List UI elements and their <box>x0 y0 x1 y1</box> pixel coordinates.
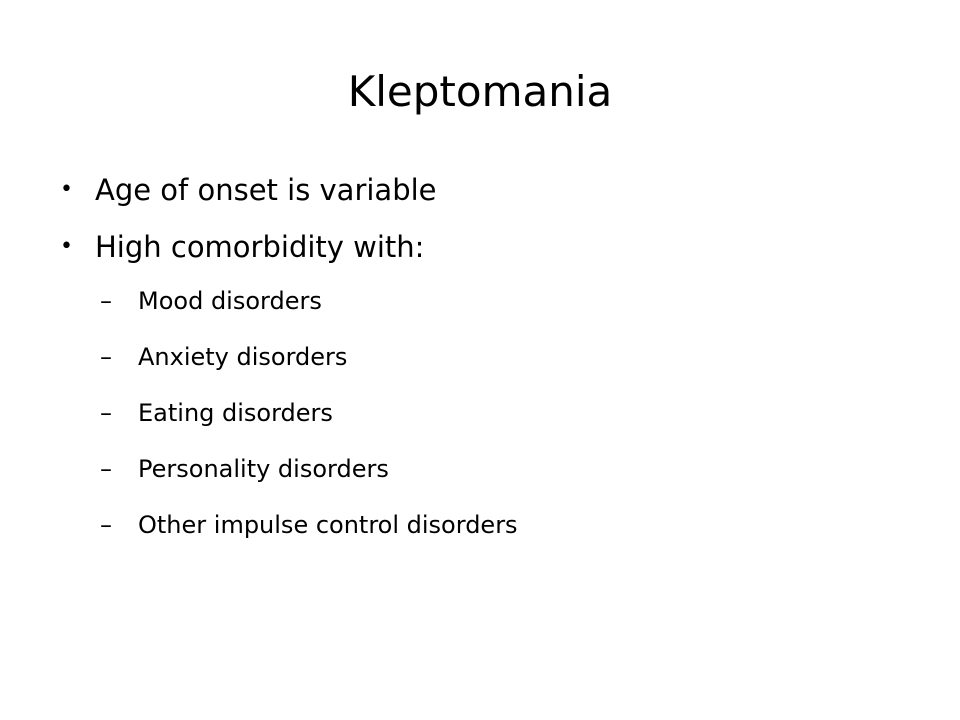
slide-title: Kleptomania <box>347 67 613 116</box>
sub-bullet-item <box>58 340 918 374</box>
sub-bullet-marker: – <box>100 511 112 539</box>
bullet-item <box>58 170 918 210</box>
sub-bullet-marker: – <box>100 343 112 371</box>
bullet-marker: • <box>60 234 73 259</box>
bullet-list <box>58 170 918 564</box>
sub-bullet-text: Other impulse control disorders <box>138 511 518 539</box>
sub-bullet-marker: – <box>100 287 112 315</box>
sub-bullet-item <box>58 452 918 486</box>
sub-bullet-text: Anxiety disorders <box>138 343 348 371</box>
sub-bullet-item <box>58 396 918 430</box>
sub-bullet-marker: – <box>100 455 112 483</box>
bullet-marker: • <box>60 177 73 202</box>
sub-bullet-item <box>58 284 918 318</box>
sub-bullet-text: Mood disorders <box>138 287 322 315</box>
sub-bullet-item <box>58 508 918 542</box>
bullet-text: High comorbidity with: <box>95 230 425 264</box>
bullet-text: Age of onset is variable <box>95 173 437 207</box>
bullet-item <box>58 227 918 267</box>
sub-bullet-text: Eating disorders <box>138 399 333 427</box>
sub-bullet-marker: – <box>100 399 112 427</box>
sub-bullet-text: Personality disorders <box>138 455 389 483</box>
